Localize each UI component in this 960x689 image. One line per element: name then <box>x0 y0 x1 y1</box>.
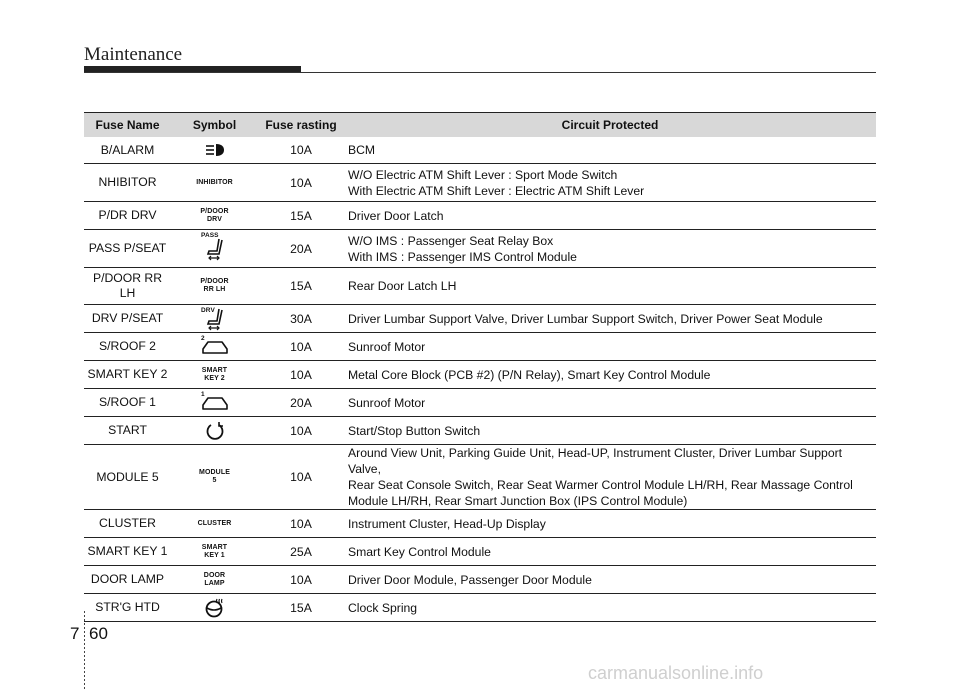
fuse-symbol-label: MODULE 5 <box>199 469 230 484</box>
fuse-symbol-cell <box>171 538 258 566</box>
fuse-symbol-cell <box>171 230 258 268</box>
fuse-symbol-label: DOOR LAMP <box>203 571 226 587</box>
circuit-protected-cell: Clock Spring <box>344 594 876 622</box>
fuse-rating-cell: 15A <box>258 268 344 305</box>
fuse-rating-cell: 30A <box>258 305 344 333</box>
table-row <box>84 510 876 538</box>
table-row <box>84 202 876 230</box>
column-header-symbol: Symbol <box>171 113 258 138</box>
fuse-rating-cell: 10A <box>258 164 344 202</box>
fuse-name-cell: P/DOOR RR LH <box>84 268 171 305</box>
page-header-title: Maintenance <box>84 44 183 65</box>
fuse-rating-cell: 10A <box>258 137 344 164</box>
fuse-symbol-label: 1 <box>201 391 205 398</box>
circuit-protected-cell: Driver Lumbar Support Valve, Driver Lumbar Support Switch, Driver Power Seat Module <box>344 305 876 333</box>
circuit-protected-cell: Metal Core Block (PCB #2) (P/N Relay), Smart Key Control Module <box>344 361 876 389</box>
table-row <box>84 445 876 510</box>
circuit-protected-cell: Smart Key Control Module <box>344 538 876 566</box>
table-row <box>84 268 876 305</box>
fuse-name-cell: STR'G HTD <box>84 594 171 622</box>
fuse-symbol-cell <box>171 510 258 538</box>
table-row <box>84 361 876 389</box>
fuse-name-cell: START <box>84 417 171 445</box>
fuse-symbol-label: SMART KEY 1 <box>201 543 228 559</box>
fuse-symbol-cell <box>171 594 258 622</box>
table-row <box>84 389 876 417</box>
fuse-rating-cell: 10A <box>258 417 344 445</box>
fuse-name-cell: CLUSTER <box>84 510 171 538</box>
start-button-icon <box>205 421 225 441</box>
table-row <box>84 137 876 164</box>
fuse-symbol-label: PASS <box>201 232 219 239</box>
fuse-symbol-cell <box>171 333 258 361</box>
fuse-name-cell: B/ALARM <box>84 137 171 164</box>
footer-divider <box>84 611 85 689</box>
fuse-symbol-cell <box>171 389 258 417</box>
steering-heater-icon <box>204 598 226 618</box>
fuse-symbol-cell <box>171 202 258 230</box>
header-rule <box>84 72 876 73</box>
circuit-protected-cell: W/O Electric ATM Shift Lever : Sport Mode Switch With Electric ATM Shift Lever : Electric ATM Shift Lever <box>344 164 876 202</box>
fuse-rating-cell: 25A <box>258 538 344 566</box>
fuse-name-cell: MODULE 5 <box>84 445 171 510</box>
fuse-symbol-cell <box>171 445 258 510</box>
circuit-protected-cell: BCM <box>344 137 876 164</box>
page-number: 60 <box>89 624 108 643</box>
watermark: carmanualsonline.info <box>588 663 764 683</box>
fuse-rating-cell: 15A <box>258 594 344 622</box>
fuse-name-cell: SMART KEY 1 <box>84 538 171 566</box>
fuse-symbol-label: DRV <box>201 307 215 314</box>
fuse-name-cell: DRV P/SEAT <box>84 305 171 333</box>
circuit-protected-cell: Driver Door Latch <box>344 202 876 230</box>
fuse-symbol-label: INHIBITOR <box>196 178 233 186</box>
fuse-table <box>84 112 876 622</box>
circuit-protected-cell: Start/Stop Button Switch <box>344 417 876 445</box>
fuse-symbol-cell <box>171 305 258 333</box>
fuse-name-cell: DOOR LAMP <box>84 566 171 594</box>
fuse-symbol-label: CLUSTER <box>197 519 232 527</box>
fuse-rating-cell: 20A <box>258 230 344 268</box>
fuse-name-cell: NHIBITOR <box>84 164 171 202</box>
fuse-rating-cell: 10A <box>258 333 344 361</box>
fuse-rating-cell: 10A <box>258 361 344 389</box>
column-header-circuit-protected: Circuit Protected <box>344 113 876 138</box>
chapter-number: 7 <box>70 624 80 643</box>
column-header-fuse-rating: Fuse rasting <box>258 113 344 138</box>
fuse-symbol-cell <box>171 268 258 305</box>
fuse-rating-cell: 10A <box>258 510 344 538</box>
fuse-symbol-cell <box>171 566 258 594</box>
fuse-symbol-cell <box>171 361 258 389</box>
column-header-fuse-name: Fuse Name <box>84 113 171 138</box>
circuit-protected-cell: Driver Door Module, Passenger Door Module <box>344 566 876 594</box>
table-row <box>84 566 876 594</box>
fuse-name-cell: SMART KEY 2 <box>84 361 171 389</box>
table-row <box>84 164 876 202</box>
table-row <box>84 538 876 566</box>
table-row <box>84 417 876 445</box>
fuse-symbol-cell <box>171 164 258 202</box>
headlamp-icon <box>204 143 226 157</box>
table-header-row <box>84 113 876 138</box>
fuse-rating-cell: 15A <box>258 202 344 230</box>
table-row <box>84 305 876 333</box>
table-row <box>84 333 876 361</box>
fuse-name-cell: P/DR DRV <box>84 202 171 230</box>
fuse-symbol-label: P/DOOR DRV <box>200 207 229 223</box>
fuse-name-cell: S/ROOF 2 <box>84 333 171 361</box>
circuit-protected-cell: Sunroof Motor <box>344 389 876 417</box>
fuse-rating-cell: 20A <box>258 389 344 417</box>
table-row <box>84 594 876 622</box>
circuit-protected-cell: Rear Door Latch LH <box>344 268 876 305</box>
fuse-name-cell: S/ROOF 1 <box>84 389 171 417</box>
fuse-symbol-cell <box>171 417 258 445</box>
seat-icon <box>205 237 225 261</box>
circuit-protected-cell: Sunroof Motor <box>344 333 876 361</box>
fuse-symbol-label: 2 <box>201 335 205 342</box>
circuit-protected-cell: Around View Unit, Parking Guide Unit, Head-UP, Instrument Cluster, Driver Lumbar Support Valve, Rear Seat Console Switch, Rear Seat Warmer Control Module LH/RH, Rear Massage Control Module LH/RH, Rear Smart Junction Box (IPS Control Module) <box>344 445 876 510</box>
fuse-symbol-label: P/DOOR RR LH <box>200 278 229 293</box>
circuit-protected-cell: W/O IMS : Passenger Seat Relay Box With IMS : Passenger IMS Control Module <box>344 230 876 268</box>
fuse-symbol-label: SMART KEY 2 <box>201 366 228 382</box>
circuit-protected-cell: Instrument Cluster, Head-Up Display <box>344 510 876 538</box>
fuse-rating-cell: 10A <box>258 566 344 594</box>
fuse-name-cell: PASS P/SEAT <box>84 230 171 268</box>
fuse-rating-cell: 10A <box>258 445 344 510</box>
table-row <box>84 230 876 268</box>
fuse-symbol-cell <box>171 137 258 164</box>
